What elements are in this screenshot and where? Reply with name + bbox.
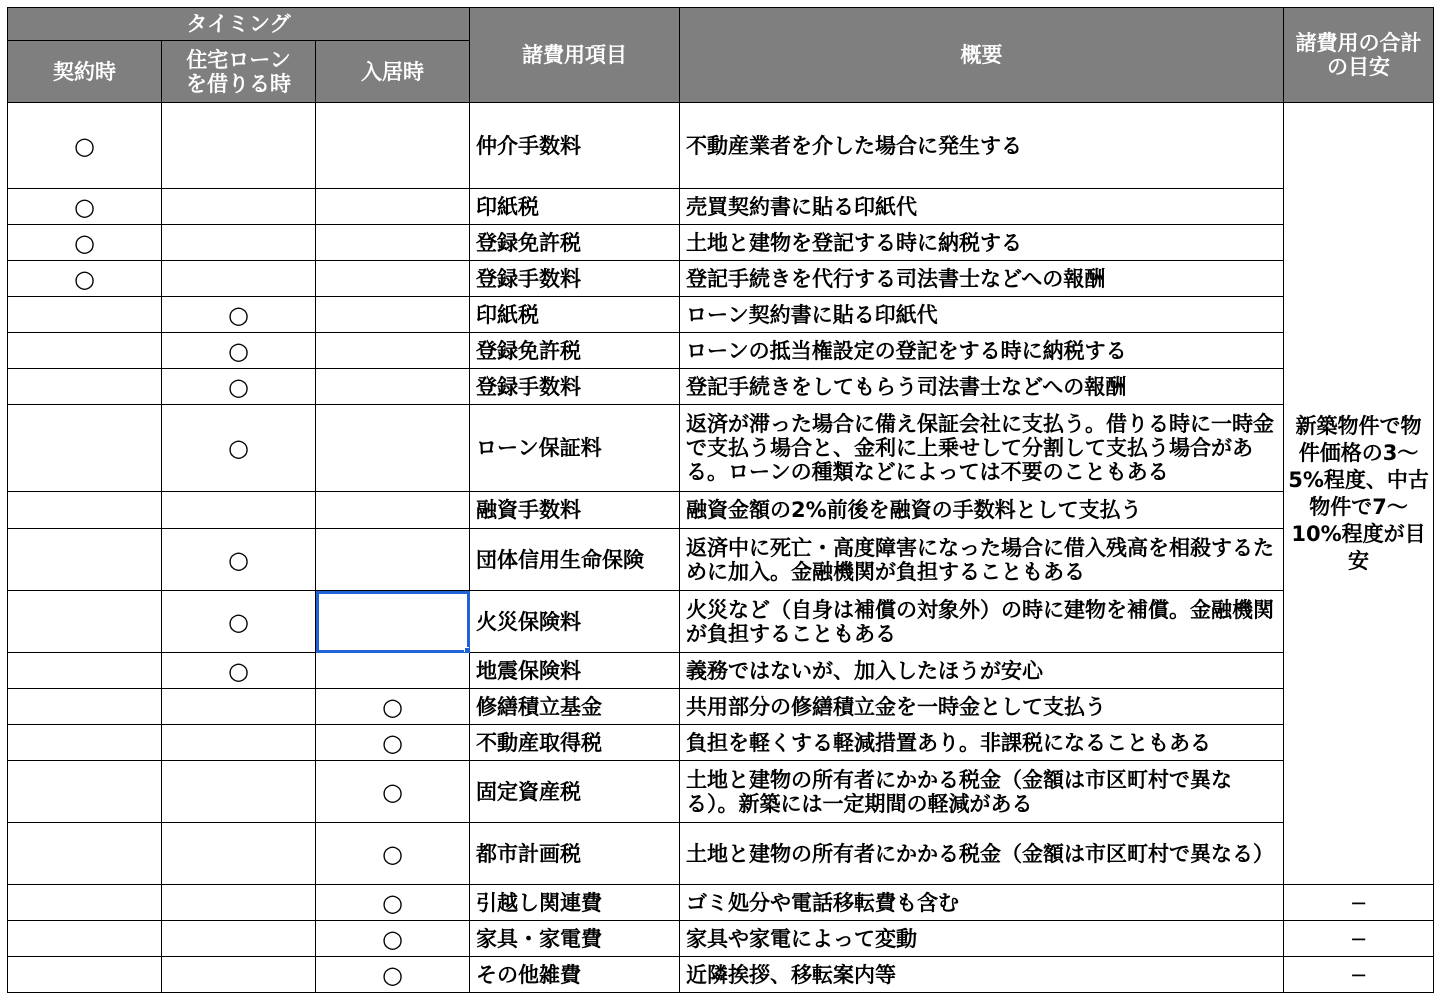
cell-contract[interactable]: [8, 405, 162, 492]
cell-move-in[interactable]: ○: [316, 885, 470, 921]
selected-cell[interactable]: [316, 591, 470, 653]
cell-item[interactable]: その他雑費: [470, 957, 680, 993]
cell-contract[interactable]: [8, 957, 162, 993]
cell-desc[interactable]: 火災など（自身は補償の対象外）の時に建物を補償。金融機関が負担することもある: [680, 591, 1284, 653]
cell-item[interactable]: 印紙税: [470, 189, 680, 225]
cell-move-in[interactable]: [316, 405, 470, 492]
cell-loan[interactable]: [162, 885, 316, 921]
cell-move-in[interactable]: ○: [316, 957, 470, 993]
cell-item[interactable]: 地震保険料: [470, 653, 680, 689]
cell-loan[interactable]: ○: [162, 333, 316, 369]
header-contract[interactable]: 契約時: [8, 41, 162, 103]
cell-contract[interactable]: [8, 333, 162, 369]
cell-desc[interactable]: 融資金額の2%前後を融資の手数料として支払う: [680, 492, 1284, 529]
cell-item[interactable]: 登録手数料: [470, 261, 680, 297]
cell-item[interactable]: 登録免許税: [470, 333, 680, 369]
cell-contract[interactable]: [8, 529, 162, 591]
cell-contract[interactable]: [8, 725, 162, 761]
cell-contract[interactable]: ○: [8, 103, 162, 189]
cell-loan[interactable]: [162, 725, 316, 761]
cell-desc[interactable]: 登記手続きを代行する司法書士などへの報酬: [680, 261, 1284, 297]
cell-desc[interactable]: 近隣挨拶、移転案内等: [680, 957, 1284, 993]
cell-move-in[interactable]: [316, 369, 470, 405]
cell-loan[interactable]: ○: [162, 405, 316, 492]
cell-loan[interactable]: [162, 823, 316, 885]
cell-move-in[interactable]: ○: [316, 921, 470, 957]
cell-total-note[interactable]: 新築物件で物件価格の3〜5%程度、中古物件で7〜10%程度が目安: [1284, 103, 1434, 885]
cell-loan[interactable]: ○: [162, 653, 316, 689]
cell-contract[interactable]: [8, 297, 162, 333]
cell-contract[interactable]: [8, 653, 162, 689]
cell-desc[interactable]: 返済が滞った場合に備え保証会社に支払う。借りる時に一時金で支払う場合と、金利に上乗せして分割して支払う場合がある。ローンの種類などによっては不要のこともある: [680, 405, 1284, 492]
cell-contract[interactable]: ○: [8, 225, 162, 261]
cell-loan[interactable]: ○: [162, 297, 316, 333]
cell-move-in[interactable]: [316, 529, 470, 591]
cell-loan[interactable]: [162, 689, 316, 725]
cell-move-in[interactable]: [316, 297, 470, 333]
cell-loan[interactable]: ○: [162, 591, 316, 653]
cell-contract[interactable]: [8, 689, 162, 725]
fill-handle[interactable]: [464, 647, 470, 653]
cell-item[interactable]: 登録手数料: [470, 369, 680, 405]
cell-loan[interactable]: [162, 761, 316, 823]
cell-move-in[interactable]: [316, 261, 470, 297]
cell-desc[interactable]: 土地と建物の所有者にかかる税金（金額は市区町村で異なる）。新築には一定期間の軽減がある: [680, 761, 1284, 823]
cell-move-in[interactable]: ○: [316, 689, 470, 725]
header-loan[interactable]: 住宅ローンを借りる時: [162, 41, 316, 103]
cell-contract[interactable]: [8, 591, 162, 653]
cell-item[interactable]: 家具・家電費: [470, 921, 680, 957]
cell-item[interactable]: ローン保証料: [470, 405, 680, 492]
cell-desc[interactable]: 土地と建物の所有者にかかる税金（金額は市区町村で異なる）: [680, 823, 1284, 885]
cell-total-dash[interactable]: −: [1284, 885, 1434, 921]
cell-move-in[interactable]: [316, 333, 470, 369]
cell-move-in[interactable]: [316, 225, 470, 261]
cell-desc[interactable]: 土地と建物を登記する時に納税する: [680, 225, 1284, 261]
cell-move-in[interactable]: [316, 492, 470, 529]
cell-desc[interactable]: 不動産業者を介した場合に発生する: [680, 103, 1284, 189]
cell-desc[interactable]: 家具や家電によって変動: [680, 921, 1284, 957]
cell-loan[interactable]: [162, 921, 316, 957]
cell-move-in[interactable]: [316, 189, 470, 225]
cell-desc[interactable]: ローン契約書に貼る印紙代: [680, 297, 1284, 333]
cell-item[interactable]: 仲介手数料: [470, 103, 680, 189]
header-item[interactable]: 諸費用項目: [470, 8, 680, 103]
cell-item[interactable]: 固定資産税: [470, 761, 680, 823]
cell-desc[interactable]: 返済中に死亡・高度障害になった場合に借入残高を相殺するために加入。金融機関が負担することもある: [680, 529, 1284, 591]
cell-item[interactable]: 登録免許税: [470, 225, 680, 261]
cell-contract[interactable]: [8, 885, 162, 921]
cell-move-in[interactable]: [316, 653, 470, 689]
cost-table: [7, 7, 1434, 993]
cell-desc[interactable]: ゴミ処分や電話移転費も含む: [680, 885, 1284, 921]
cell-desc[interactable]: ローンの抵当権設定の登記をする時に納税する: [680, 333, 1284, 369]
header-summary[interactable]: 概要: [680, 8, 1284, 103]
cell-contract[interactable]: ○: [8, 189, 162, 225]
cell-item[interactable]: 引越し関連費: [470, 885, 680, 921]
cell-desc[interactable]: 義務ではないが、加入したほうが安心: [680, 653, 1284, 689]
cell-total-dash[interactable]: −: [1284, 957, 1434, 993]
cell-loan[interactable]: [162, 957, 316, 993]
cell-desc[interactable]: 売買契約書に貼る印紙代: [680, 189, 1284, 225]
cell-loan[interactable]: [162, 103, 316, 189]
cell-move-in[interactable]: ○: [316, 725, 470, 761]
cell-total-dash[interactable]: −: [1284, 921, 1434, 957]
cell-contract[interactable]: [8, 369, 162, 405]
header-timing[interactable]: タイミング: [8, 8, 470, 41]
cell-contract[interactable]: [8, 823, 162, 885]
cell-loan[interactable]: [162, 261, 316, 297]
cell-item[interactable]: 都市計画税: [470, 823, 680, 885]
cell-desc[interactable]: 負担を軽くする軽減措置あり。非課税になることもある: [680, 725, 1284, 761]
cell-move-in[interactable]: [316, 103, 470, 189]
cell-loan[interactable]: [162, 225, 316, 261]
cell-loan[interactable]: ○: [162, 369, 316, 405]
cell-desc[interactable]: 共用部分の修繕積立金を一時金として支払う: [680, 689, 1284, 725]
cell-contract[interactable]: [8, 921, 162, 957]
cell-contract[interactable]: [8, 761, 162, 823]
cell-item[interactable]: 融資手数料: [470, 492, 680, 529]
cell-contract[interactable]: [8, 492, 162, 529]
cell-move-in[interactable]: ○: [316, 823, 470, 885]
header-move-in[interactable]: 入居時: [316, 41, 470, 103]
cell-contract[interactable]: ○: [8, 261, 162, 297]
cell-move-in[interactable]: ○: [316, 761, 470, 823]
cell-item[interactable]: 不動産取得税: [470, 725, 680, 761]
cell-loan[interactable]: [162, 492, 316, 529]
cell-item[interactable]: 修繕積立基金: [470, 689, 680, 725]
cell-loan[interactable]: ○: [162, 529, 316, 591]
cell-loan[interactable]: [162, 189, 316, 225]
cell-item[interactable]: 印紙税: [470, 297, 680, 333]
cell-item[interactable]: 団体信用生命保険: [470, 529, 680, 591]
cell-desc[interactable]: 登記手続きをしてもらう司法書士などへの報酬: [680, 369, 1284, 405]
header-total[interactable]: 諸費用の合計の目安: [1284, 8, 1434, 103]
cell-item[interactable]: 火災保険料: [470, 591, 680, 653]
